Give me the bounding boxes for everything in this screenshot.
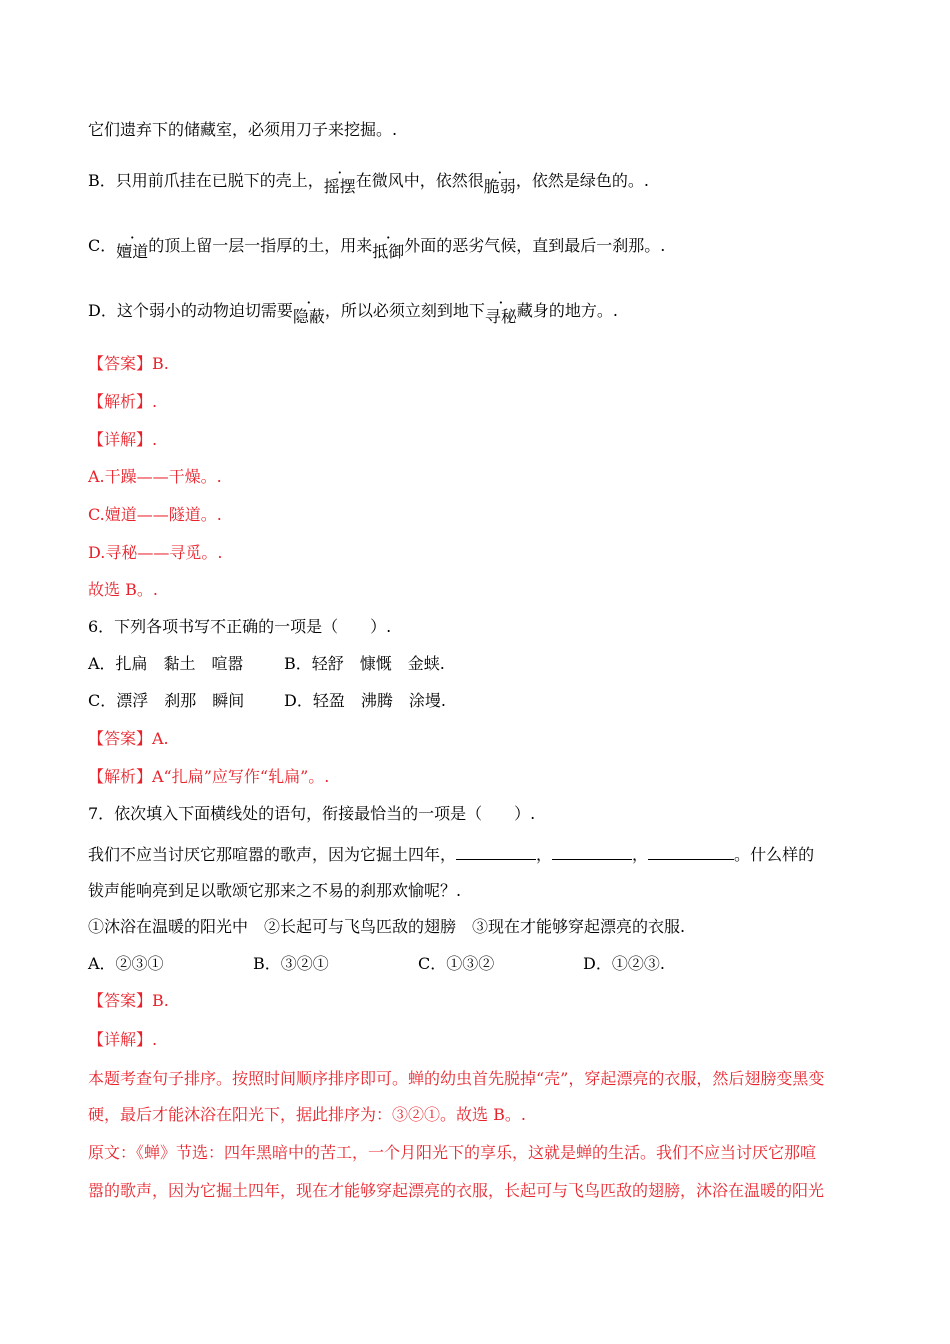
q5-detail-label: 【详解】. [88, 430, 158, 449]
dotted-word: 脆弱 [483, 177, 516, 196]
q6-stem: 6．下列各项书写不正确的一项是（ ）. [88, 617, 392, 636]
dotted-word: 嬗道 [116, 242, 149, 261]
q5-option-c: C．嬗道的顶上留一层一指厚的土，用来抵御外面的恶劣气候，直到最后一刹那。. [88, 236, 666, 261]
q5-explain-a: A.干躁——干燥。. [88, 467, 222, 486]
q5-option-b: B．只用前爪挂在已脱下的壳上，摇摆在微风中，依然很脆弱，依然是绿色的。. [88, 171, 649, 196]
dotted-word: 摇摆 [323, 177, 356, 196]
q7-passage-line1: 我们不应当讨厌它那喧嚣的歌声，因为它掘土四年， ， ， 。什么样的 [88, 845, 815, 864]
q7-answer: 【答案】B. [88, 991, 169, 1010]
fill-blank [456, 843, 536, 860]
q7-source-line2: 嚣的歌声，因为它掘土四年，现在才能够穿起漂亮的衣服，长起可与飞鸟匹敌的翅膀，沐浴在温暖的阳光 [88, 1181, 825, 1200]
q5-conclusion: 故选 B。. [88, 580, 158, 599]
q6-options-cd [88, 690, 446, 712]
q6-option-d: D．轻盈 沸腾 涂墁. [284, 691, 446, 710]
q5-explain-d: D.寻秘——寻觅。. [88, 543, 223, 562]
fill-blank [552, 843, 632, 860]
q5-option-d: D．这个弱小的动物迫切需要隐蔽，所以必须立刻到地下寻秘藏身的地方。. [88, 301, 618, 326]
q6-option-b: B．轻舒 慷慨 金蛱. [284, 654, 445, 673]
dotted-word: 隐蔽 [292, 307, 325, 326]
fill-blank [648, 843, 734, 860]
q5-answer: 【答案】B. [88, 354, 169, 373]
q7-explain-line2: 硬，最后才能沐浴在阳光下，据此排序为：③②①。故选 B。. [88, 1105, 526, 1124]
q7-option-a: A．②③① [88, 954, 164, 973]
q5-continued-text: 它们遗弃下的储藏室，必须用刀子来挖掘。. [88, 120, 398, 139]
q6-analysis: 【解析】A“扎扁”应写作“轧扁”。. [88, 767, 330, 786]
q7-stem: 7．依次填入下面横线处的语句，衔接最恰当的一项是（ ）. [88, 804, 536, 823]
q5-analysis-label: 【解析】. [88, 392, 158, 411]
q6-answer: 【答案】A. [88, 729, 169, 748]
q7-source-line1: 原文：《蝉》节选：四年黑暗中的苦工，一个月阳光下的享乐，这就是蝉的生活。我们不应当讨厌它那喧 [88, 1143, 817, 1162]
q6-options-ab [88, 653, 445, 675]
q7-explain-line1: 本题考查句子排序。按照时间顺序排序即可。蝉的幼虫首先脱掉“壳”，穿起漂亮的衣服，然后翅膀变黑变 [88, 1069, 825, 1088]
q7-sentence-items: ①沐浴在温暖的阳光中 ②长起可与飞鸟匹敌的翅膀 ③现在才能够穿起漂亮的衣服. [88, 917, 686, 936]
q7-options [88, 953, 665, 975]
dotted-word: 寻秘 [484, 307, 517, 326]
q6-option-c: C．漂浮 刹那 瞬间 [88, 691, 245, 710]
q7-option-c: C．①③② [418, 954, 495, 973]
q7-detail-label: 【详解】. [88, 1030, 158, 1049]
q5-explain-c: C.嬗道——隧道。. [88, 505, 222, 524]
q7-option-b: B．③②① [253, 954, 329, 973]
q7-option-d: D．①②③. [583, 954, 665, 973]
dotted-word: 抵御 [372, 242, 405, 261]
q6-option-a: A．扎扁 黏土 喧嚣 [88, 654, 244, 673]
q7-passage-line2: 钹声能响亮到足以歌颂它那来之不易的刹那欢愉呢？. [88, 881, 462, 900]
